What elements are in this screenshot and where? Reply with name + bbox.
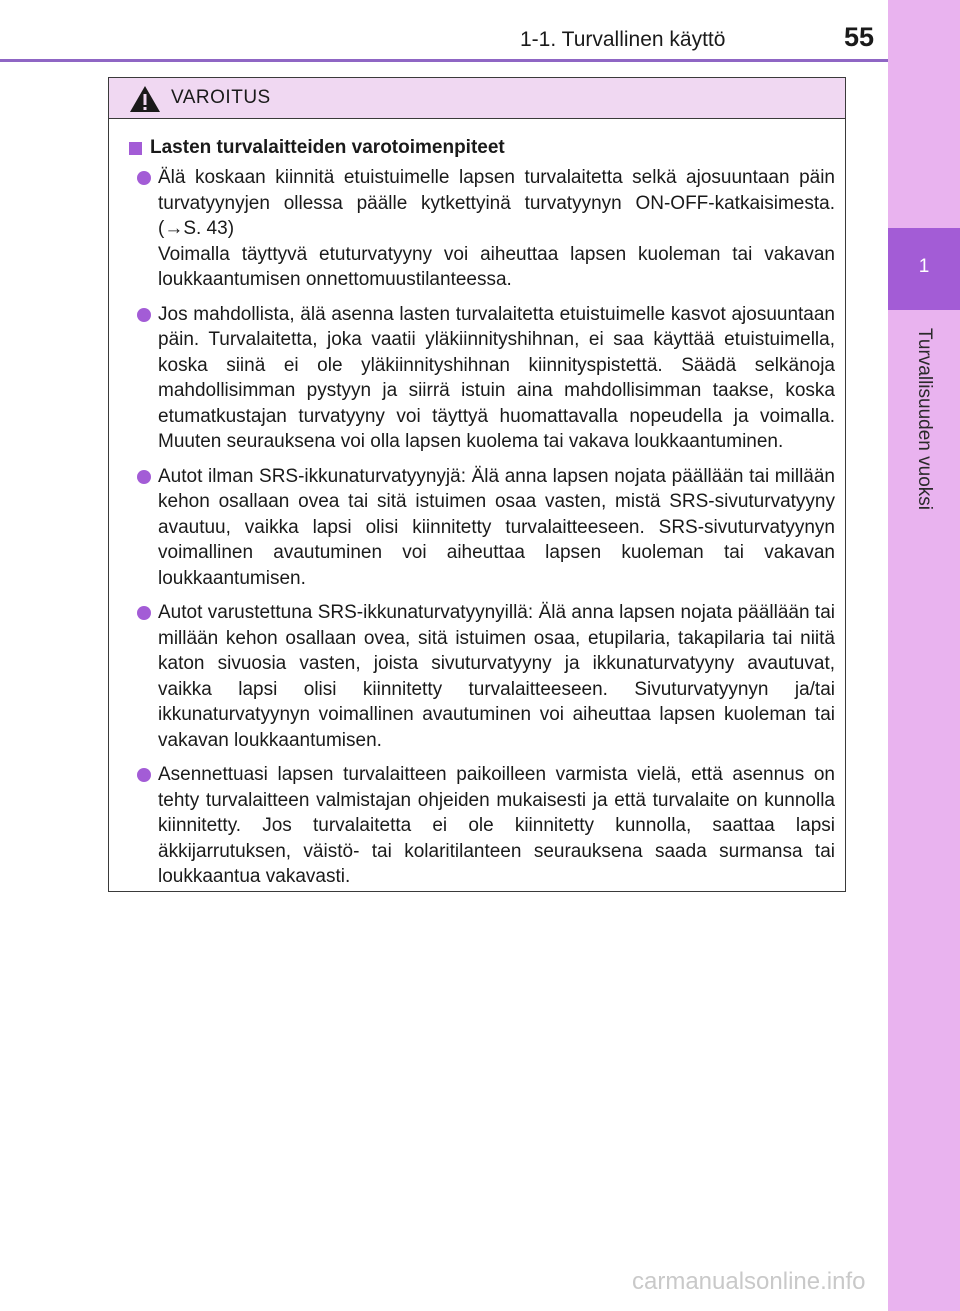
page-number: 55 [844, 22, 875, 52]
header-rule [0, 59, 888, 62]
paragraph: Voimalla täyttyvä etuturvatyyny voi aiheuttaa lapsen kuoleman tai vakavan loukkaantumisen onnettomuustilanteessa. [158, 243, 835, 290]
list-item [129, 165, 835, 293]
list-item [129, 464, 835, 592]
paragraph: Asennettuasi lapsen turvalaitteen paikoilleen varmista vielä, että asennus on tehty turvalaitteen valmistajan ohjeiden mukaisesti ja että turvalaite on kunnolla kiinnitetty. Jos turvalaitetta ei ole kiinnitetty kunnolla, saattaa lapsi äkkijarrutuksen, väistö- tai kolaritilanteen seurauksena saada surmansa tai loukkaantua vakavasti. [158, 764, 835, 887]
list-item-text [158, 762, 835, 890]
paragraph: Jos mahdollista, älä asenna lasten turvalaitetta etuistuimelle kasvot ajosuuntaan päin. Turvalaitetta, joka vaatii yläkiinnityshihnan, ei saa käyttää etuistuimella, koska siinä ei ole yläkiinnityshihnan kiinnityspistettä. Säädä selkänoja mahdollisimman pystyyn ja siirrä istuin aina mahdollisimman taakse, koska etumatkustajan turvatyyny voi täyttyä huomattavalla nopeudella ja voimalla. Muuten seurauksena voi olla lapsen kuolema tai vakava loukkaantuminen. [158, 303, 835, 452]
square-bullet-icon [129, 142, 142, 155]
bullet-dot-icon [137, 171, 151, 185]
list-item-text [158, 464, 835, 592]
list-item-text [158, 600, 835, 753]
warning-header [109, 78, 845, 119]
paragraph: Autot varustettuna SRS-ikkunaturvatyynyillä: Älä anna lapsen nojata päällään tai millään kehon osallaan ovea, sitä istuimen osaa, etupilaria, takapilaria tai niitä katon sivuosia vasten, joista sivuturvatyyny ja ikkunaturvatyyny avautuvat, vaikka lapsi olisi kiinnitetty turvalaitteeseen. Sivuturvatyynyn ja/tai ikkunaturvatyynyn voimallinen avautuminen voi aiheuttaa lapsen kuoleman tai vakavan loukkaantumisen. [158, 602, 835, 751]
bullet-dot-icon [137, 606, 151, 620]
chapter-number: 1 [918, 256, 930, 277]
paragraph: Älä koskaan kiinnitä etuistuimelle lapsen turvalaitetta selkä ajosuuntaan päin turvatyynyjen ollessa päälle kytkettyinä turvatyynyn ON-OFF-katkaisimesta. (→S. 43) [158, 167, 835, 239]
warning-triangle-icon [129, 85, 161, 113]
bullet-dot-icon [137, 470, 151, 484]
list-item-text [158, 165, 835, 293]
topic-heading-text: Lasten turvalaitteiden varotoimenpiteet [150, 137, 505, 158]
list-item [129, 762, 835, 890]
chapter-label: Turvallisuuden vuoksi [914, 328, 935, 510]
warning-box [108, 77, 846, 892]
list-item-text [158, 302, 835, 455]
watermark: carmanualsonline.info [632, 1268, 866, 1295]
paragraph: Autot ilman SRS-ikkunaturvatyynyjä: Älä anna lapsen nojata päällään tai millään kehon osallaan ovea tai sitä istuimen osaa vasten, mistä SRS-sivuturvatyyny avautuu, vaikka lapsi olisi kiinnitetty turvalaitteeseen. SRS-sivuturvatyynyn voimallinen avautuminen voi aiheuttaa lapsen kuoleman tai vakavan loukkaantumisen. [158, 465, 835, 589]
section-title: 1-1. Turvallinen käyttö [520, 28, 726, 51]
warning-body [109, 119, 845, 890]
warning-title: VAROITUS [171, 87, 271, 108]
chapter-tab [888, 0, 960, 1311]
topic-heading [129, 137, 835, 159]
list-item [129, 600, 835, 753]
bullet-dot-icon [137, 768, 151, 782]
bullet-dot-icon [137, 308, 151, 322]
list-item [129, 302, 835, 455]
